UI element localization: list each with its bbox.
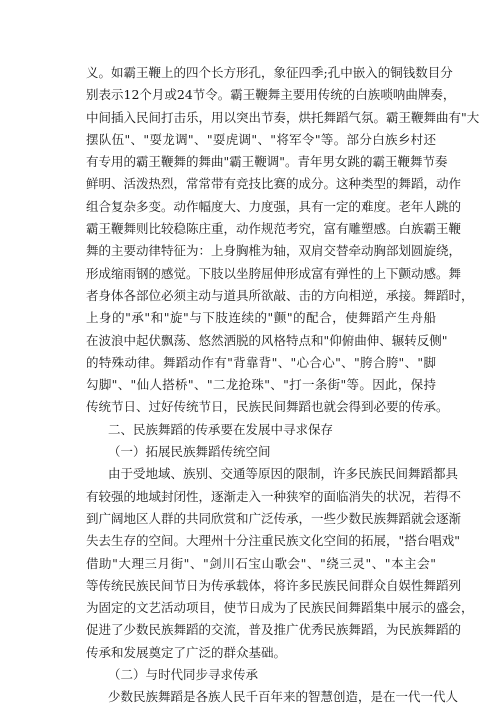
- text-line: 传承和发展奠定了广泛的群众基础。: [86, 644, 287, 660]
- section-heading: 二、民族舞蹈的传承要在发展中寻求保存: [108, 421, 334, 437]
- subsection-heading: （一）拓展民族舞蹈传统空间: [108, 444, 271, 460]
- text-line: 促进了少数民族舞蹈的交流，普及推广优秀民族舞蹈，为民族舞蹈的: [86, 622, 462, 638]
- text-line: 鲜明、活泼热烈，常常带有竞技比赛的成分。这种类型的舞蹈，动作: [86, 176, 462, 192]
- text-line: 在波浪中起伏飘荡、悠然洒脱的风格特点和"仰俯曲伸、辗转反侧": [86, 332, 448, 348]
- text-line: 失去生存的空间。大理州十分注重民族文化空间的拓展，"搭台唱戏": [86, 533, 461, 549]
- text-line: 到广阔地区人群的共同欣赏和广泛传承，一些少数民族舞蹈就会逐渐: [86, 510, 462, 526]
- text-line: 由于受地域、族别、交通等原因的限制，许多民族民间舞蹈都具: [108, 466, 459, 482]
- text-line: 中间插入民间打击乐，用以突出节奏，烘托舞蹈气氛。霸王鞭舞曲有"大: [86, 109, 480, 125]
- paragraph-2: [86, 463, 474, 664]
- text-line: 霸王鞭舞则比较稳陈庄重，动作规范考究，富有雕塑感。白族霸王鞭: [86, 221, 462, 237]
- text-line: 组合复杂多变。动作幅度大、力度强，具有一定的难度。老年人跳的: [86, 198, 462, 214]
- paragraph-3: [86, 686, 459, 708]
- text-line: 别表示12个月或24节令。霸王鞭舞主要用传统的白族唢呐曲牌奏，: [86, 87, 456, 103]
- paragraph-1: [86, 62, 480, 419]
- text-line: 少数民族舞蹈是各族人民千百年来的智慧创造，是在一代一代人: [108, 689, 459, 705]
- text-line: 为固定的文艺活动项目，使节日成为了民族民间舞蹈集中展示的盛会，: [86, 600, 474, 616]
- subsection-heading: （二）与时代同步寻求传承: [108, 667, 259, 683]
- text-line: 传统节日、过好传统节日，民族民间舞蹈也就会得到必要的传承。: [86, 399, 449, 415]
- body-text: [86, 62, 480, 709]
- text-line: 有较强的地域封闭性，逐渐走入一种狭窄的面临消失的状况，若得不: [86, 488, 462, 504]
- text-line: 勾脚"、"仙人搭桥"、"二龙抢珠"、"打一条街"等。因此，保持: [86, 377, 436, 393]
- text-line: 舞的主要动律特征为：上身胸椎为轴，双肩交替牵动胸部划圆旋绕，: [86, 243, 462, 259]
- text-line: 的特殊动律。舞蹈动作有"背靠背"、"心合心"、"胯合胯"、"脚: [86, 354, 436, 370]
- text-line: 有专用的霸王鞭舞的舞曲"霸王鞭调"。青年男女跳的霸王鞭舞节奏: [86, 154, 448, 170]
- text-line: 者身体各部位必须主动与道具所欲敲、击的方向相逆，承接。舞蹈时，: [86, 287, 474, 303]
- text-line: 义。如霸王鞭上的四个长方形孔，象征四季;孔中嵌入的铜钱数目分: [86, 65, 453, 80]
- text-line: 等传统民族民间节日为传承载体，将许多民族民间群众自娱性舞蹈列: [86, 577, 462, 593]
- text-line: 借助"大理三月街"、"剑川石宝山歌会"、"绕三灵"、"本主会": [86, 555, 436, 571]
- text-line: 形成缩雨钢的感觉。下肢以坐胯屈伸形成富有弹性的上下颤动感。舞: [86, 265, 462, 281]
- text-line: 摆队伍"、"耍龙调"、"耍虎调"、"将军令"等。部分白族乡村还: [86, 131, 436, 147]
- text-line: 上身的"承"和"旋"与下肢连续的"颤"的配合，使舞蹈产生舟船: [86, 310, 436, 326]
